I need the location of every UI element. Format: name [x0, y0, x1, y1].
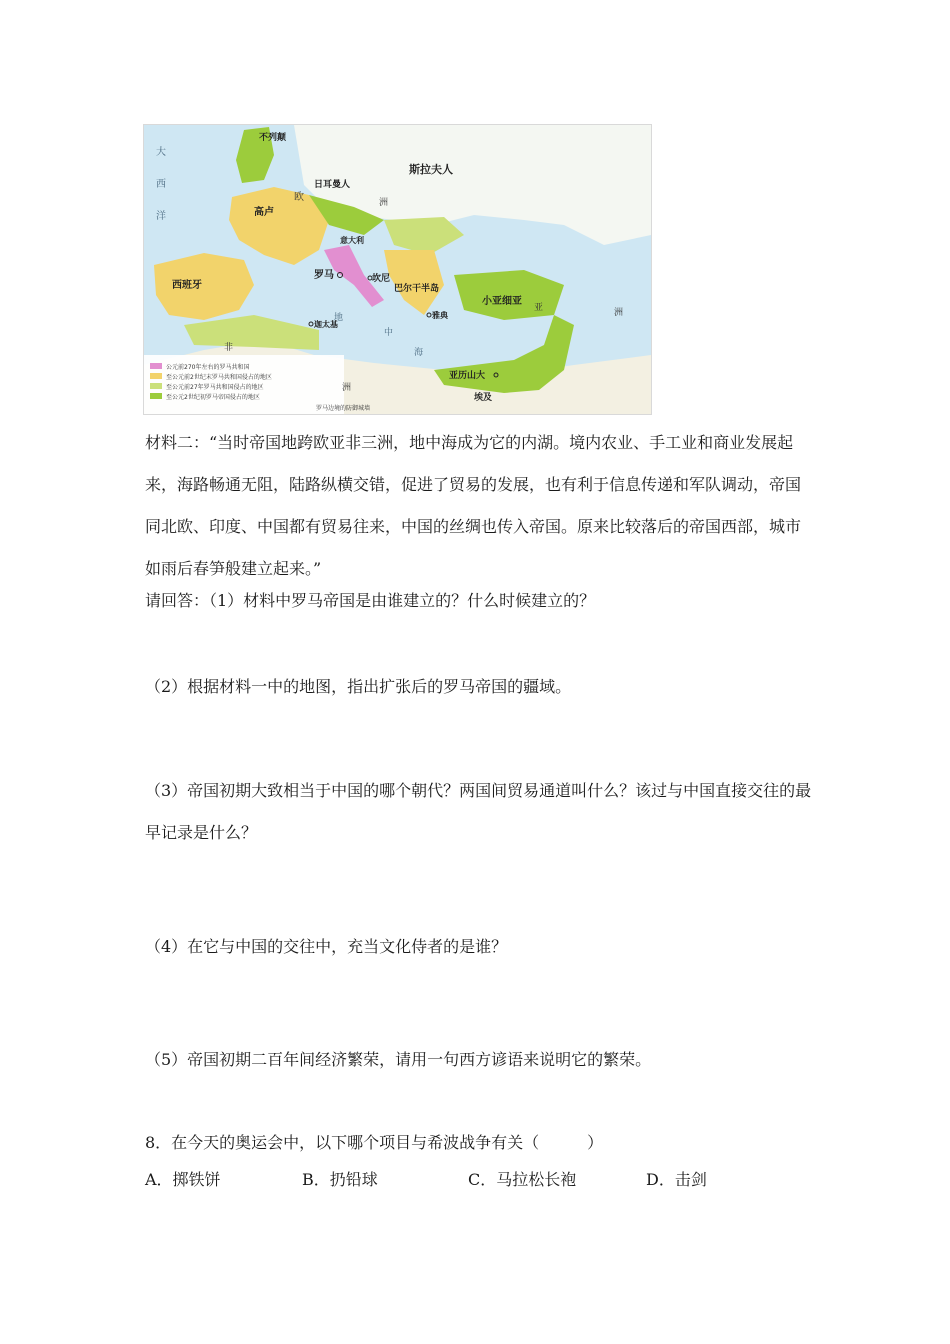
svg-text:至公元前27年罗马共和国侵占的地区: 至公元前27年罗马共和国侵占的地区 — [166, 384, 264, 391]
question-3: （3）帝国初期大致相当于中国的哪个朝代？两国间贸易通道叫什么？该过与中国直接交往的最早记录是什么？ — [145, 781, 812, 842]
label-german: 日耳曼人 — [314, 180, 351, 190]
label-egypt: 埃及 — [474, 393, 493, 403]
label-asia-zhou: 洲 — [614, 308, 624, 318]
label-gaul: 高卢 — [254, 207, 274, 218]
label-balkan: 巴尔干半岛 — [394, 284, 440, 294]
label-spain: 西班牙 — [172, 280, 202, 291]
label-rome: 罗马 — [314, 270, 334, 281]
spain-region — [154, 253, 254, 320]
label-ocean-da: 大 — [156, 147, 166, 158]
svg-text:至公元2世纪初罗马帝国侵占的地区: 至公元2世纪初罗马帝国侵占的地区 — [166, 394, 260, 401]
option-b[interactable]: B．扔铅球 — [302, 1170, 378, 1189]
question-8-stem: 8．在今天的奥运会中，以下哪个项目与希波战争有关（ ） — [145, 1133, 604, 1152]
label-europe-ou: 欧 — [294, 192, 304, 203]
label-britain-1: 不列颠 — [259, 133, 287, 143]
label-carthage: 迦太基 — [314, 319, 338, 329]
label-athens: 雅典 — [432, 310, 448, 320]
label-cannae: 坎尼 — [372, 274, 391, 284]
question-4: （4）在它与中国的交往中，充当文化侍者的是谁？ — [145, 937, 508, 956]
question-5: （5）帝国初期二百年间经济繁荣，请用一句西方谚语来说明它的繁荣。 — [145, 1050, 652, 1069]
material-two-paragraph: 材料二：“当时帝国地跨欧亚非三洲，地中海成为它的内湖。境内农业、手工业和商业发展起来，海路畅通无阻，陆路纵横交错，促进了贸易的发展，也有利于信息传递和军队调动，帝国同北欧、印度、中国都有贸易往来，中国的丝绸也传入帝国。原来比较落后的帝国西部，城市如雨后春笋般建立起来。” — [145, 433, 802, 578]
option-a[interactable]: A．掷铁饼 — [145, 1170, 221, 1189]
question-1: 请回答：（1）材料中罗马帝国是由谁建立的？什么时候建立的？ — [145, 591, 596, 610]
roman-empire-map — [143, 124, 652, 415]
label-asia-minor: 小亚细亚 — [482, 296, 522, 307]
label-sea-hai: 海 — [414, 348, 424, 358]
option-d[interactable]: D．击剑 — [646, 1170, 707, 1189]
label-sea-zhong: 中 — [384, 328, 394, 338]
label-alexandria: 亚历山大 — [449, 371, 486, 381]
label-ocean-yang: 洋 — [156, 211, 166, 222]
label-europe-zhou: 洲 — [379, 198, 389, 208]
label-italy: 意大利 — [340, 235, 364, 245]
svg-text:至公元前2世纪末罗马共和国侵占的地区: 至公元前2世纪末罗马共和国侵占的地区 — [166, 374, 272, 381]
label-sea-di: 地 — [334, 313, 344, 323]
svg-text:公元前270年左右的罗马共和国: 公元前270年左右的罗马共和国 — [166, 364, 250, 371]
label-ocean-xi: 西 — [156, 179, 166, 190]
label-slav: 斯拉夫人 — [409, 163, 453, 176]
question-2: （2）根据材料一中的地图，指出扩张后的罗马帝国的疆域。 — [145, 677, 572, 696]
legend-wall: 罗马边境的防御城墙 — [316, 405, 371, 412]
option-c[interactable]: C．马拉松长袍 — [468, 1170, 577, 1189]
label-africa-zhou: 洲 — [342, 383, 352, 393]
label-africa-fei: 非 — [224, 343, 234, 353]
label-asia-ya: 亚 — [534, 303, 544, 313]
